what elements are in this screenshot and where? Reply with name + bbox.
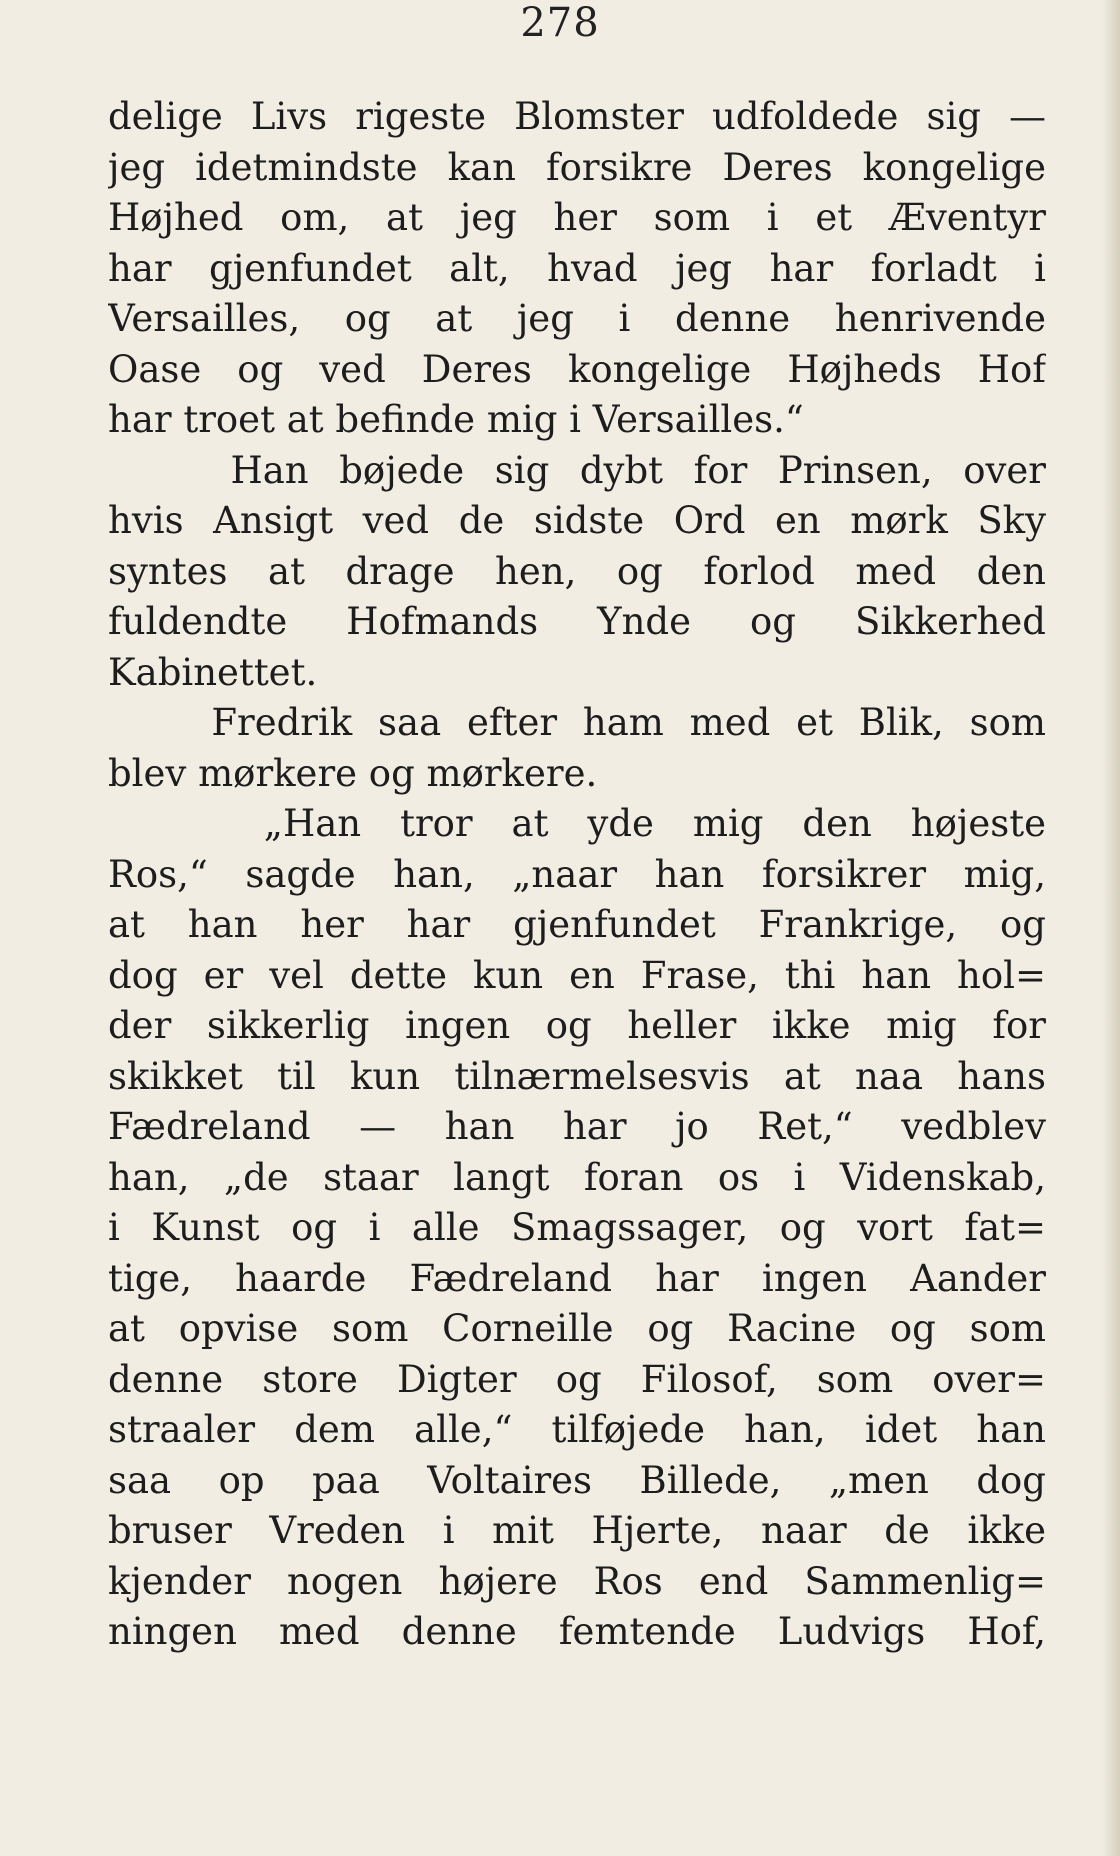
text-line: delige Livs rigeste Blomster udfoldede sig — [108, 95, 1046, 138]
text-line: blev mørkere og mørkere. [108, 751, 598, 795]
text-line: Fædreland — han har jo Ret,“ vedblev [108, 1105, 1046, 1148]
text-line: „Han tror at yde mig den højeste [108, 802, 1046, 845]
text-line: fuldendte Hofmands Ynde og Sikkerhed [108, 600, 1046, 643]
text-line: bruser Vreden i mit Hjerte, naar de ikke [108, 1509, 1046, 1552]
text-line: hvis Ansigt ved de sidste Ord en mørk Sky [108, 499, 1046, 542]
text-line: Højhed om, at jeg her som i et Æventyr [108, 196, 1046, 239]
text-line: Oase og ved Deres kongelige Højheds Hof [108, 347, 1046, 391]
text-line: Ros,“ sagde han, „naar han forsikrer mig, [108, 852, 1046, 896]
text-line: jeg idetmindste kan forsikre Deres kongelige [108, 145, 1046, 189]
text-line: straaler dem alle,“ tilføjede han, idet han [108, 1408, 1046, 1451]
text-line: dog er vel dette kun en Frase, thi han hol= [108, 953, 1046, 997]
text-line: har troet at befinde mig i Versailles.“ [108, 398, 804, 441]
page-edge-shadow [1102, 0, 1120, 1856]
text-line: ningen med denne femtende Ludvigs Hof, [108, 1610, 1046, 1653]
page-number: 278 [520, 0, 600, 46]
body-text [108, 92, 1046, 1658]
text-line: at han her har gjenfundet Frankrige, og [108, 903, 1046, 946]
text-line: Fredrik saa efter ham med et Blik, som [108, 701, 1046, 744]
text-line: i Kunst og i alle Smagssager, og vort fat= [108, 1206, 1046, 1249]
text-line: kjender nogen højere Ros end Sammenlig= [108, 1559, 1046, 1603]
text-line: der sikkerlig ingen og heller ikke mig for [108, 1004, 1046, 1047]
text-line: han, „de staar langt foran os i Videnskab, [108, 1155, 1046, 1199]
text-line: denne store Digter og Filosof, som over= [108, 1357, 1046, 1401]
text-line: saa op paa Voltaires Billede, „men dog [108, 1458, 1046, 1502]
text-line: syntes at drage hen, og forlod med den [108, 549, 1046, 593]
text-line: har gjenfundet alt, hvad jeg har forladt i [108, 246, 1046, 290]
text-line: at opvise som Corneille og Racine og som [108, 1307, 1046, 1350]
text-line: Versailles, og at jeg i denne henrivende [108, 297, 1046, 340]
text-line: Kabinettet. [108, 650, 318, 694]
text-line: skikket til kun tilnærmelsesvis at naa hans [108, 1054, 1046, 1098]
text-line: tige, haarde Fædreland har ingen Aander [108, 1256, 1046, 1300]
text-line: Han bøjede sig dybt for Prinsen, over [108, 448, 1046, 492]
